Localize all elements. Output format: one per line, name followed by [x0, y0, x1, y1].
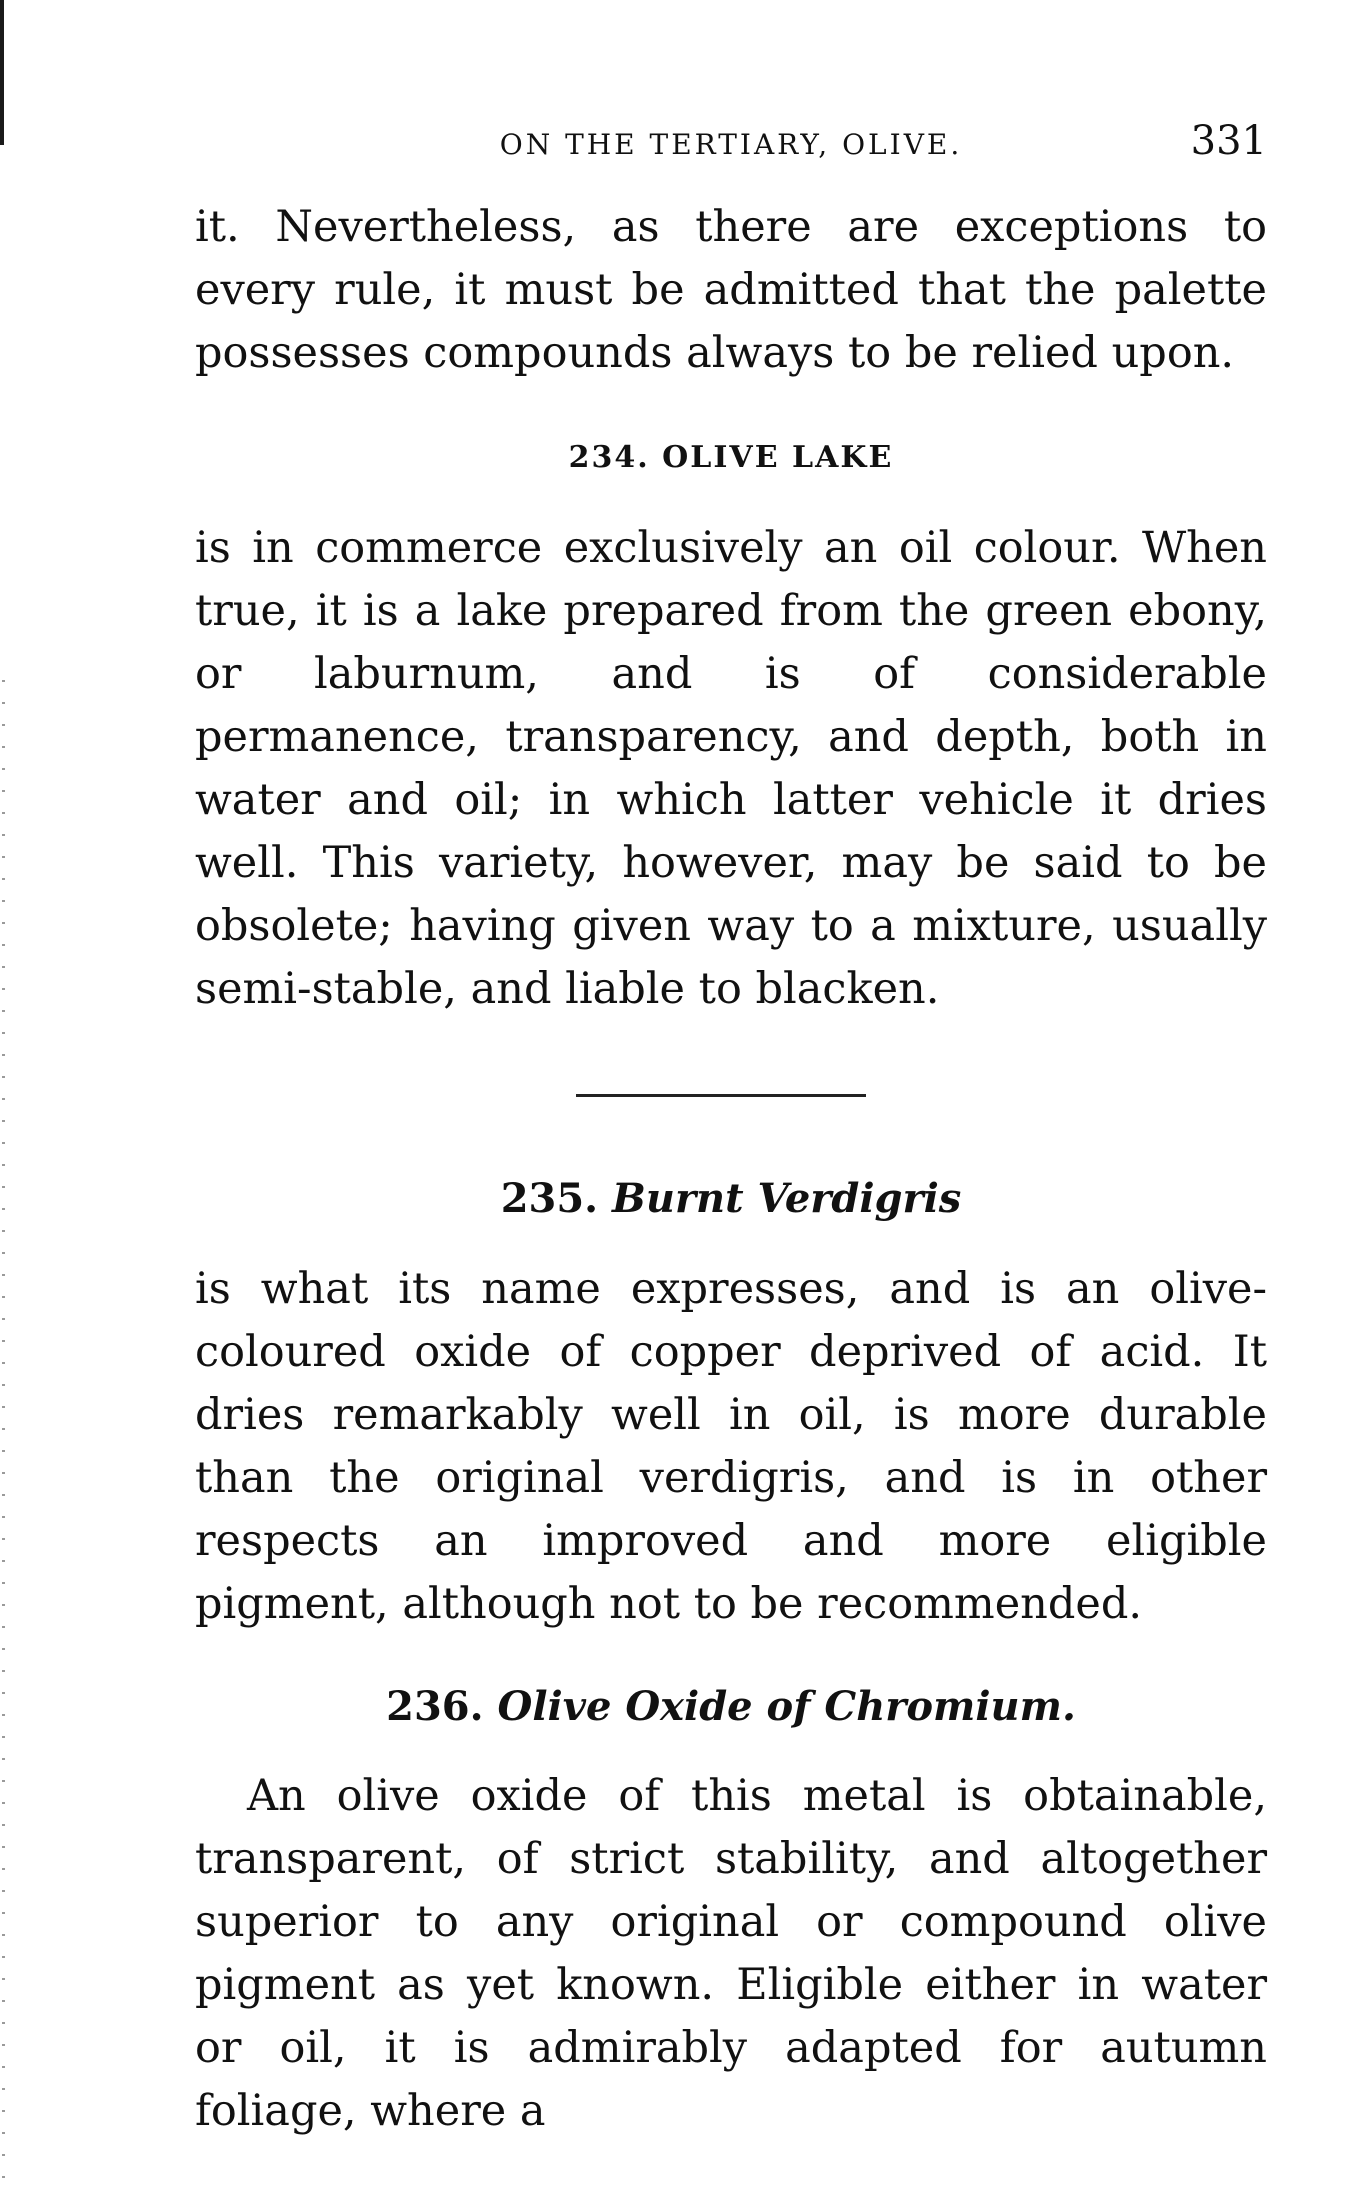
section-234-number: 234. — [568, 440, 650, 475]
running-title: ON THE TERTIARY, OLIVE. — [499, 128, 963, 161]
section-235-paragraph: is what its name expresses, and is an olive-coloured oxide of copper deprived of acid. It dries remarkably well in oil, is more durable than the original verdigris, and is in other respects an improved and more eligible pigment, although not to be recommended. — [195, 1264, 1267, 1629]
page-edge-mark — [0, 0, 4, 145]
section-divider — [576, 1094, 866, 1097]
continuation-paragraph: it. Nevertheless, as there are exceptions to every rule, it must be admitted that the palette possesses compounds always to be relied upon. — [195, 202, 1267, 378]
page-number: 331 — [1190, 118, 1267, 164]
margin-speckle — [2, 680, 5, 2180]
section-234-title: OLIVE LAKE — [662, 440, 894, 475]
running-header — [195, 118, 1267, 166]
section-236-heading — [195, 1683, 1267, 1730]
section-236-title: Olive Oxide of Chromium. — [497, 1683, 1076, 1730]
section-234-heading — [195, 440, 1267, 475]
section-235-title: Burnt Verdigris — [612, 1175, 962, 1222]
section-235-heading — [195, 1175, 1267, 1222]
section-236-paragraph: An olive oxide of this metal is obtainable, transparent, of strict stability, and altogether superior to any original or compound olive pigment as yet known. Eligible either in water or oil, it is admirably adapted for autumn foliage, where a — [195, 1771, 1267, 2136]
section-236-number: 236. — [386, 1683, 484, 1730]
section-234-paragraph: is in commerce exclusively an oil colour. When true, it is a lake prepared from the green ebony, or laburnum, and is of considerable permanence, transparency, and depth, both in water and oil; in which latter vehicle it dries well. This variety, however, may be said to be obsolete; having given way to a mixture, usually semi-stable, and liable to blacken. — [195, 523, 1267, 1014]
section-235-number: 235. — [500, 1175, 599, 1222]
